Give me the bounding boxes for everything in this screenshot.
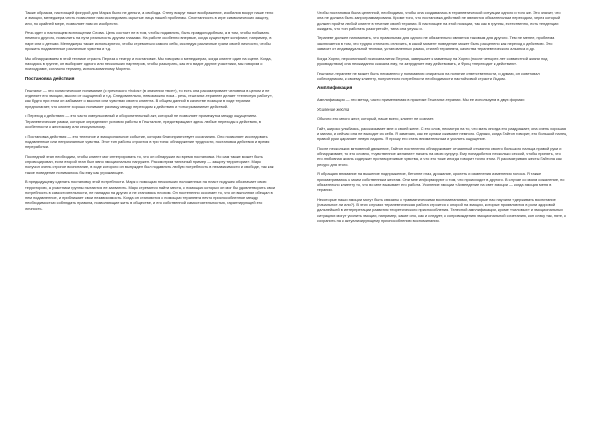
subheading: Усиление жеста (317, 107, 350, 113)
paragraph: Некоторые наши эмоции могут быть связаны с травматическими воспоминаниями, некоторые нас научили «держивать воспитание (начальное ли или?). В этих случаях терапевтическая работа строится с опорой на эмоции, которые проявляются в роли здоровой дальнейшей в интерпретации развития теоретического приспособления. Телесной амплификации, кроме «чиловых» и эмоциональных ситуациях могут усилить эмоции, например, какие оно, как и следует, к сопровождению эмоциональной сочетанию, кон слэку так, пяте, к сохранить на к актуализирующему приспособлению воспоминания. (317, 196, 566, 223)
paragraph: Я обращаю внимание на вышение подпрыжение, бетонне глаз, дрожание, кролеть и изменения изменения голоса. Я также присматриваюсь к моим собственным жестам. Они мне информируют о том, что происходит в другого. В случае со моим сожаление, по обязательно клиенту то, что во мне вызывает его работа. Усиление эмоции «Ахвеедение на свет эмоции — когда эмоция меня в терапии. (317, 171, 565, 193)
section-heading: Постановка действия (25, 75, 75, 81)
paragraph: Когда Хорни, персонинский психоаналитик Перлза, завершает к маменьку на Хорни (после четырех лет совместной жизни под руководством) она неожиданно сказала ему, «и затрудняет ему действовать, и Фриц «переходит к действию». (317, 55, 548, 66)
paragraph: Также образом, настоящей фигурой для Марка было не деньги, а свобода. Стену вокруг наше воображение, изобилия вокруг наше тело и эмоции, менеджера честь позволяют нам исследовать скрытые лица нашей проблемы. Спонтанность в игре символических защиту, или, по крайней мере, позволяет нам их изобрести. (25, 10, 274, 26)
paragraph: После нескольких мгновений движение, Гайтон постепенно обнаруживает отчаянный отчаянно своего большого пальца правой руки и обнаруживает, то это словно, «чувственное желание» начать на свою супругу. Ему понадобится несколько сессий, чтобы принять, что его любовная жизнь содержит противоречивые чувства, и что это тоже иногда говорит точно этом. Я рассматриваю жесты Гайтона как ресурс для этого. (317, 145, 562, 167)
bullet-paragraph: • Постановка действия — это телесное и эмоциональное событие, которая благоприятствует осознанию. Оно позволяет исследовать подавленные или непризнанные чувства. Этот тип работы строится в три типа: обнаружение трудности, постановка действия и время переработки. (25, 133, 270, 150)
paragraph: Амплификация — это метод, часто применяемая в практике Гештальт-терапии. Мы ее используем в двух формах: (317, 97, 526, 103)
right-column (317, 10, 567, 228)
paragraph: Гештальт — это холистическое понимание (с греческого «holos» (в значении «все»), то есть она рассматривает человека в целом и не отделяет его эмоции, мысли от ощущений и т.д. Следовательно, невозможно пока - речь, гештальт-терапевт делает «телесную работу», как будто при этом он забывает о мыслях или чувствах своего клиента. В общем данной в качестве позиции в ходе терапии предполагает, что клиент хорошо понимает разницу между переходом к действию и «отыгрыванием» действий. (25, 87, 273, 109)
paragraph: Терапевт должен напоминать, что правильная для одного не обязательно является таковым для другого. Тем не менее, проблема заключается в том, что трудно отличить отличить, в какой момент поведение может быть расценено как переход к действию. Это зависит от индивидуальной техники, установленных рамок, стилей терапевта, качества терапевтического альянса и др. (317, 35, 555, 52)
paragraph: Последний этап необходим, чтобы клиент мог интегрировать то, что он обнаружил во время постановки. Но сам также может быть спровоцирован, если второй этап был явно эмоционально нагружен. Рассмотрим типичный пример — защиту территории». Марк получил очень строгое воспитание, в ходе которого он вынужден был подавлять любую потребность в независимости и свободе, так как такое поведение понималось бы ему как угрожающее. (25, 153, 274, 175)
paragraph: Гайт, широко улыбаясь, рассказывает мне о своей жене. С его слов, несмотря на то, что мать иногда его раздражает, она очень хорошая и милая, и сейчас она не выходит из себя. Я замечаю, как ее кулаки сжимают немного. Однако, когда Гайтон говорит, его большой палец правой руки царапает левую ладонь. Я прошу его стать внимательным и усилить ощущение. (317, 125, 567, 142)
section-heading: Амплификация (317, 85, 353, 91)
left-column (25, 10, 275, 215)
paragraph: Мы обнаруживаем в этой технике страсть Перлза к театру и постановке. Мы говорим о менеджерах, когда клиент один на сцене. Когда, находясь в группе, он выбирает одного или нескольких партнеров, чтобы разыграть, как его видит другие участники, мы говорим о психодраме, согласно термину, использованному Морено. (25, 55, 272, 72)
paragraph: В предыдущему сделать постановку этой потребности. Марк с помощью нескольких положенных на пласт подушек обозначает свою территорию, а участники группы пытаются ее захватить. Марк стремится найти места, с помощью которых он мог бы удовлетворить свои потребность в самостоятельности, не нападая на других и не становясь плохим. Он постепенно осознает то, что он выполнял обещал в нем подавленное, и приближает свои независимость. Когда он становится с помощью терапевта нечто приспособленное между необходимостью соблюдать правила, позволяющие жить в обществе, и его собственной самостоятельностью, гарантирующей его личность. (25, 179, 276, 211)
bullet-paragraph: • Переход к действию — это часто импульсивный и оборонительный акт, который не позволяет промежутка между ощущением. Терапевтические рамки, которые определяют условия работы в Гештальте, предотвращают здесь любые переходы к действию, в особенности к жестокому или сексуальному. (25, 113, 261, 129)
paragraph: Чтобы постановка была целенной, необходимо, чтобы она создавалась в терапевтической ситуации одного и того же. Это значит, что она не должна быть запрограммирована. Кроме того, что постановка действий не являются обязательным переходом, через который должен пройти любой клиент в течение своей терапии. В настоящее на этой позиции, так как в группы, естественно, есть тенденции ожидать, что «он работать разогретой», типа она улучш и. (317, 10, 561, 31)
paragraph: Гештальт-терапевт не может быть неизменно у пониманию опираться на понятие ответственности, и думаю, он советовал собеседником, к своему клиенту, полученного потребности необходимости настойчивой страсти Льдом. (317, 70, 540, 81)
paragraph: Речь идет о настоящем воплощении Слова. Цель состоит не в том, чтобы подавлять, быть правдоподобным, а в том, чтобы побывать немного другого, позволить на пути реальность другим глазами. На работе особенно впервые, когда существует конфликт, например, в паре или с детьми. Менеджеры также используются, чтобы стремиться самого себя, исследуя различные грани своей личности, чтобы прожить подавленные различные чувства и т.д. (25, 30, 272, 52)
paragraph: Обычно это много жест, который, наше всего, клиент не сознает. (317, 116, 435, 122)
